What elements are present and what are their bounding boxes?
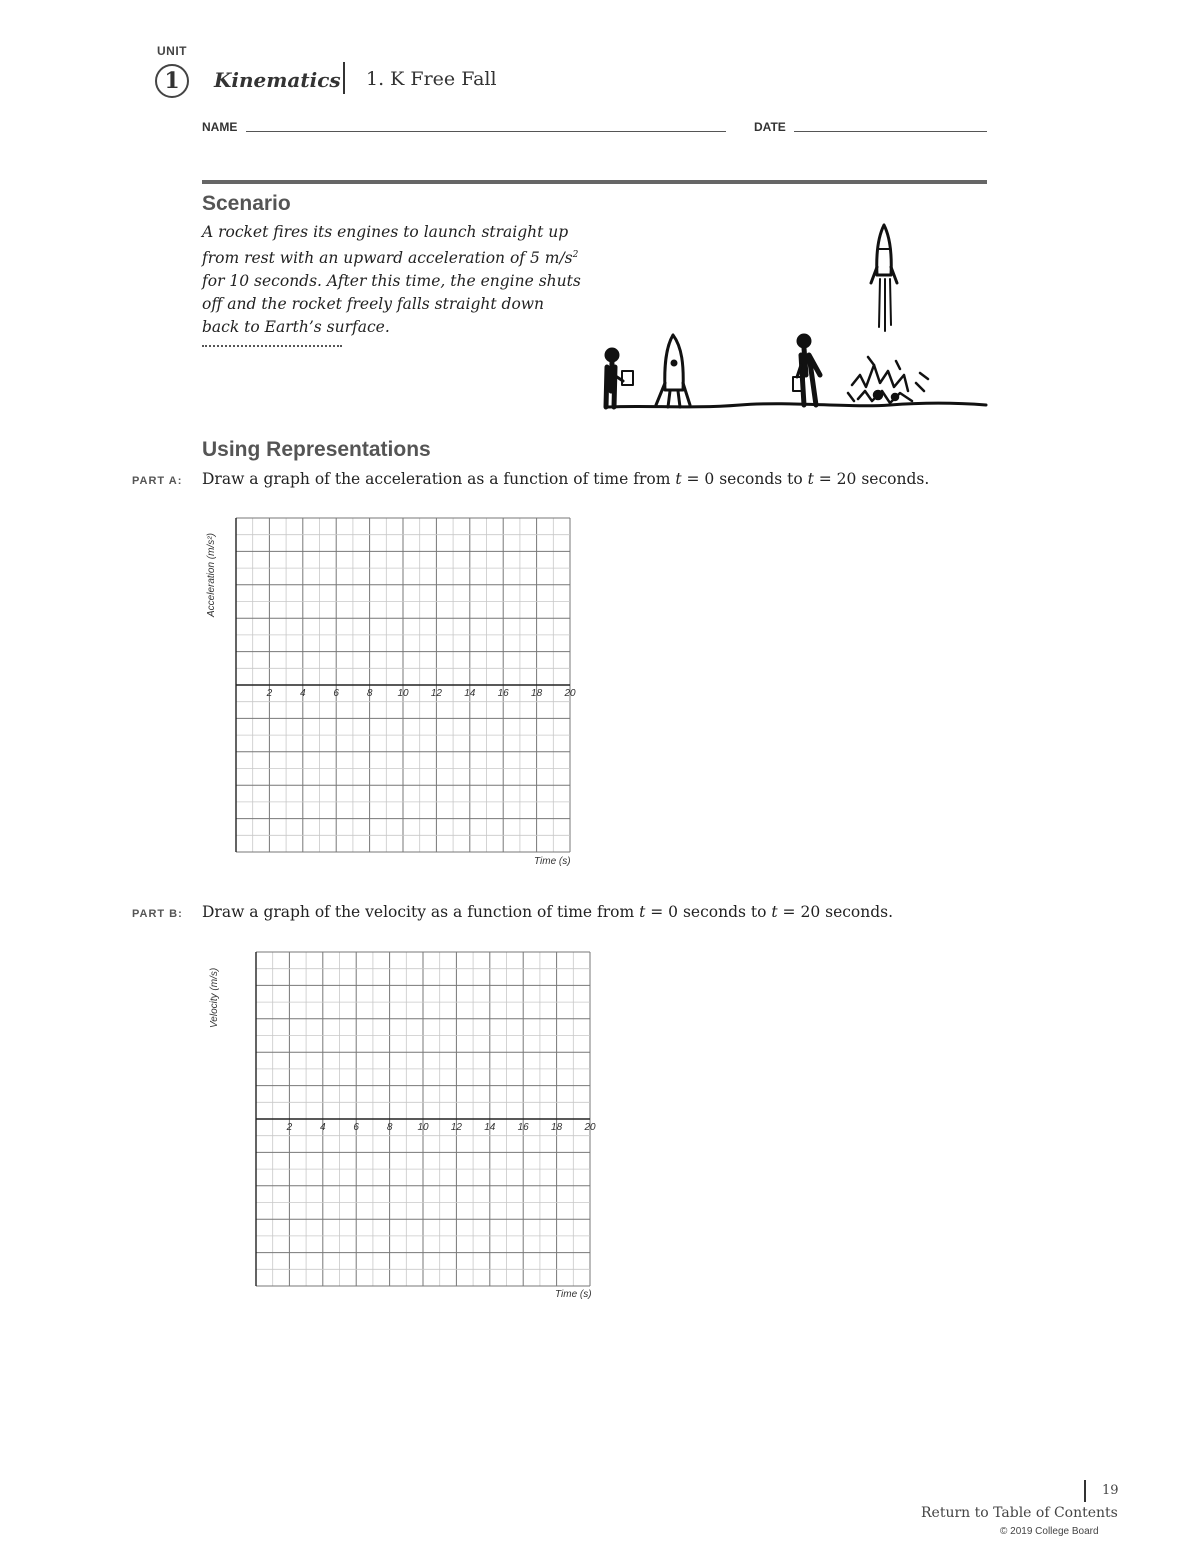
x-tick-label: 20 <box>584 1122 596 1133</box>
date-field[interactable] <box>794 131 987 132</box>
x-tick-label: 6 <box>333 688 339 699</box>
scenario-text <box>202 221 582 339</box>
x-tick-label: 18 <box>551 1122 563 1133</box>
rocket-illustration <box>590 215 990 415</box>
graph-grid <box>236 518 570 852</box>
prompt-variable: t <box>639 903 646 921</box>
unit-label: UNIT <box>157 44 187 58</box>
part-b-prompt <box>202 903 893 921</box>
person-icon <box>605 348 633 407</box>
x-tick-label: 4 <box>300 688 306 699</box>
x-tick-label: 12 <box>450 1122 462 1133</box>
rocket-in-flight-icon <box>871 225 897 331</box>
explosion-icon <box>848 357 928 403</box>
scenario-text-superscript: 2 <box>572 250 579 260</box>
name-field[interactable] <box>246 131 726 132</box>
prompt-variable: t <box>807 470 814 488</box>
acceleration-graph[interactable] <box>190 505 610 875</box>
prompt-text: = 0 seconds to <box>645 903 772 921</box>
x-tick-label: 10 <box>417 1122 429 1133</box>
x-tick-label: 14 <box>464 688 476 699</box>
graph-grid <box>256 952 590 1286</box>
section-heading: Using Representations <box>202 438 431 461</box>
prompt-text: = 20 seconds. <box>813 470 930 488</box>
x-tick-label: 4 <box>320 1122 326 1133</box>
x-tick-label: 8 <box>386 1122 393 1133</box>
x-axis-label: Time (s) <box>555 1289 592 1300</box>
x-tick-label: 20 <box>564 688 576 699</box>
part-a-prompt <box>202 470 929 488</box>
part-a-label: PART A: <box>132 475 183 487</box>
scenario-rule <box>202 180 987 184</box>
prompt-variable: t <box>675 470 682 488</box>
x-tick-label: 2 <box>286 1122 293 1133</box>
scenario-text-part: A rocket fires its engines to launch straight up from rest with an upward acceleration of 5 m/s <box>202 223 573 268</box>
footer-divider <box>1084 1480 1086 1502</box>
page-number: 19 <box>1102 1483 1119 1498</box>
x-tick-label: 10 <box>397 688 409 699</box>
rocket-on-pad-icon <box>656 335 690 407</box>
copyright: © 2019 College Board <box>1000 1526 1099 1537</box>
scenario-text-part: for 10 seconds. After this time, the engine shuts off and the rocket freely falls straight down back to Earth’s surface. <box>202 272 581 337</box>
graph-tick-labels <box>286 1122 596 1133</box>
velocity-graph[interactable] <box>190 940 610 1310</box>
graph-tick-labels <box>266 688 576 699</box>
x-tick-label: 2 <box>266 688 273 699</box>
name-label: NAME <box>202 120 238 134</box>
person-icon <box>793 334 820 405</box>
scenario-dotted-rule <box>202 345 342 347</box>
lesson-title: 1. K Free Fall <box>366 68 497 90</box>
x-tick-label: 16 <box>517 1122 529 1133</box>
x-axis-label: Time (s) <box>534 856 571 867</box>
x-tick-label: 6 <box>353 1122 359 1133</box>
x-tick-label: 14 <box>484 1122 496 1133</box>
header-divider <box>343 62 345 94</box>
prompt-text: = 20 seconds. <box>777 903 894 921</box>
prompt-text: = 0 seconds to <box>681 470 808 488</box>
return-to-toc-link[interactable]: Return to Table of Contents <box>921 1505 1118 1521</box>
part-b-label: PART B: <box>132 908 183 920</box>
x-tick-label: 12 <box>430 688 442 699</box>
prompt-text: Draw a graph of the acceleration as a function of time from <box>202 470 676 488</box>
prompt-variable: t <box>771 903 778 921</box>
date-label: DATE <box>754 120 786 134</box>
unit-number-badge: 1 <box>155 64 189 98</box>
y-axis-label: Velocity (m/s) <box>209 967 220 1028</box>
x-tick-label: 8 <box>366 688 373 699</box>
prompt-text: Draw a graph of the velocity as a function of time from <box>202 903 640 921</box>
x-tick-label: 16 <box>497 688 509 699</box>
scenario-heading: Scenario <box>202 192 291 215</box>
x-tick-label: 18 <box>531 688 543 699</box>
y-axis-label: Acceleration (m/s²) <box>206 533 217 617</box>
unit-title: Kinematics <box>214 68 341 92</box>
